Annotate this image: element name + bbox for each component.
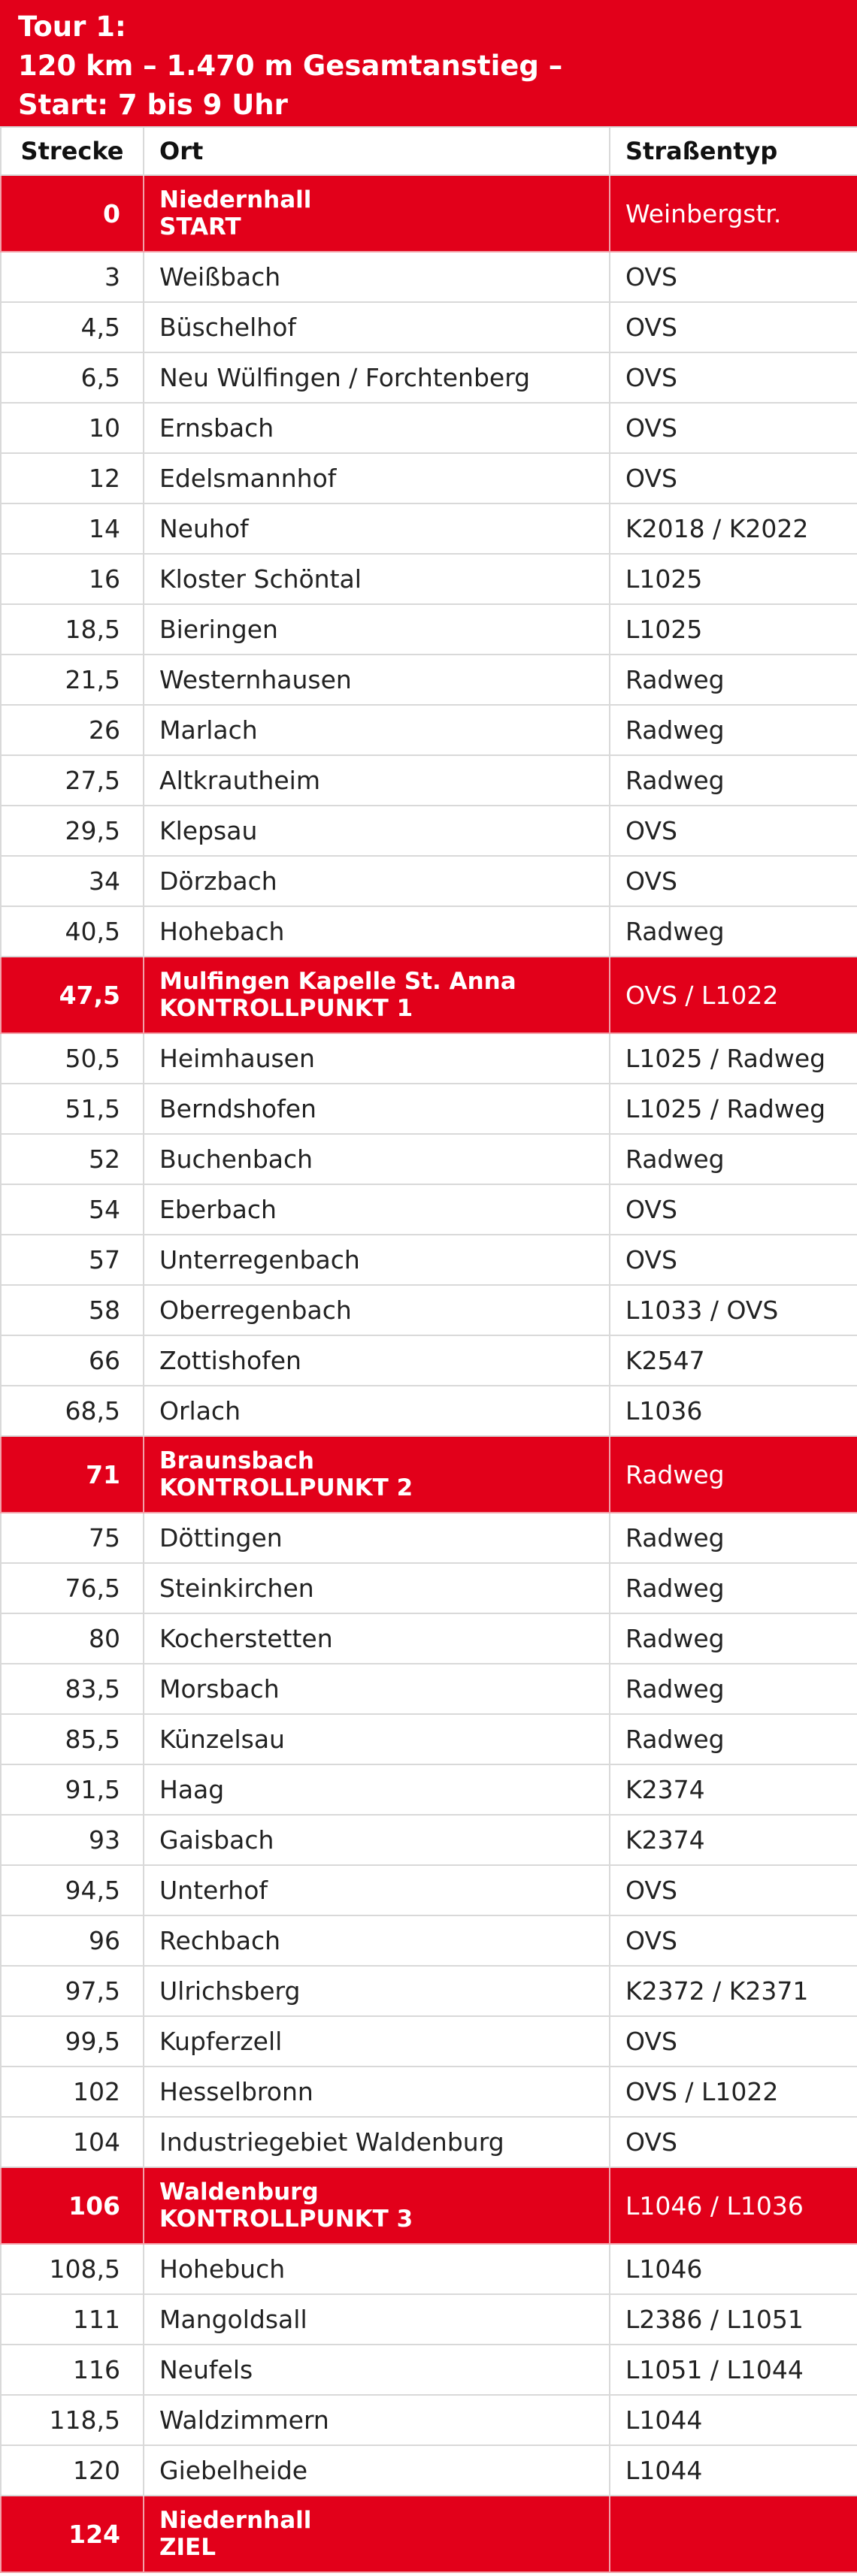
place-cell: Ulrichsberg bbox=[144, 1966, 610, 2016]
place-cell: Industriegebiet Waldenburg bbox=[144, 2117, 610, 2167]
road-type-cell: OVS bbox=[610, 302, 857, 352]
road-type-cell: L1044 bbox=[610, 2395, 857, 2445]
table-row bbox=[1, 2345, 857, 2395]
route-table bbox=[0, 126, 857, 2573]
place-cell: Ernsbach bbox=[144, 403, 610, 453]
place-name: Braunsbach bbox=[159, 1447, 314, 1474]
table-row bbox=[1, 755, 857, 806]
road-type-cell: Radweg bbox=[610, 1436, 857, 1513]
distance-cell: 29,5 bbox=[1, 806, 144, 856]
place-cell: Steinkirchen bbox=[144, 1563, 610, 1613]
place-cell: Orlach bbox=[144, 1386, 610, 1436]
table-row bbox=[1, 1033, 857, 1084]
table-row bbox=[1, 1966, 857, 2016]
place-cell: Marlach bbox=[144, 705, 610, 755]
place-name: Mulfingen Kapelle St. Anna bbox=[159, 968, 516, 995]
checkpoint-label: KONTROLLPUNKT 2 bbox=[159, 1474, 413, 1501]
place-cell: Westernhausen bbox=[144, 655, 610, 705]
distance-cell: 14 bbox=[1, 503, 144, 554]
road-type-cell: OVS bbox=[610, 1915, 857, 1966]
distance-cell: 51,5 bbox=[1, 1084, 144, 1134]
table-row bbox=[1, 705, 857, 755]
checkpoint-row bbox=[1, 2167, 857, 2244]
distance-cell: 104 bbox=[1, 2117, 144, 2167]
checkpoint-row bbox=[1, 957, 857, 1033]
road-type-cell: Weinbergstr. bbox=[610, 175, 857, 252]
distance-cell: 68,5 bbox=[1, 1386, 144, 1436]
table-row bbox=[1, 453, 857, 503]
place-cell: Büschelhof bbox=[144, 302, 610, 352]
distance-cell: 120 bbox=[1, 2445, 144, 2496]
place-cell: Kloster Schöntal bbox=[144, 554, 610, 604]
road-type-cell: OVS bbox=[610, 856, 857, 906]
road-type-cell: OVS / L1022 bbox=[610, 2067, 857, 2117]
distance-cell: 58 bbox=[1, 1285, 144, 1335]
place-cell: Bieringen bbox=[144, 604, 610, 655]
road-type-cell: L1046 bbox=[610, 2244, 857, 2294]
distance-cell: 94,5 bbox=[1, 1865, 144, 1915]
tour-title: Tour 1: bbox=[18, 11, 126, 43]
road-type-cell: L1046 / L1036 bbox=[610, 2167, 857, 2244]
road-type-cell: L1025 bbox=[610, 554, 857, 604]
place-cell: Rechbach bbox=[144, 1915, 610, 1966]
checkpoint-row bbox=[1, 1436, 857, 1513]
distance-cell: 40,5 bbox=[1, 906, 144, 957]
distance-cell: 76,5 bbox=[1, 1563, 144, 1613]
table-row bbox=[1, 2117, 857, 2167]
distance-cell: 108,5 bbox=[1, 2244, 144, 2294]
place-cell: Buchenbach bbox=[144, 1134, 610, 1184]
checkpoint-label: ZIEL bbox=[159, 2534, 216, 2561]
distance-cell: 57 bbox=[1, 1235, 144, 1285]
table-row bbox=[1, 352, 857, 403]
distance-cell: 47,5 bbox=[1, 957, 144, 1033]
distance-cell: 27,5 bbox=[1, 755, 144, 806]
tour-header bbox=[0, 0, 857, 126]
checkpoint-row bbox=[1, 175, 857, 252]
place-cell: Haag bbox=[144, 1764, 610, 1815]
road-type-cell: OVS bbox=[610, 453, 857, 503]
table-row bbox=[1, 2244, 857, 2294]
table-row bbox=[1, 1285, 857, 1335]
table-row bbox=[1, 1563, 857, 1613]
place-cell: Döttingen bbox=[144, 1513, 610, 1563]
distance-cell: 16 bbox=[1, 554, 144, 604]
place-cell: Dörzbach bbox=[144, 856, 610, 906]
road-type-cell: L1033 / OVS bbox=[610, 1285, 857, 1335]
table-row bbox=[1, 2445, 857, 2496]
road-type-cell: Radweg bbox=[610, 1134, 857, 1184]
distance-cell: 18,5 bbox=[1, 604, 144, 655]
place-cell: Altkrautheim bbox=[144, 755, 610, 806]
table-row bbox=[1, 1235, 857, 1285]
road-type-cell: L1025 / Radweg bbox=[610, 1033, 857, 1084]
distance-cell: 96 bbox=[1, 1915, 144, 1966]
place-cell: Künzelsau bbox=[144, 1714, 610, 1764]
checkpoint-label: START bbox=[159, 213, 241, 240]
table-row bbox=[1, 252, 857, 302]
tour-distance-elevation: 120 km – 1.470 m Gesamtanstieg – bbox=[18, 50, 563, 82]
distance-cell: 3 bbox=[1, 252, 144, 302]
column-header-place: Ort bbox=[144, 127, 610, 175]
road-type-cell: L2386 / L1051 bbox=[610, 2294, 857, 2345]
distance-cell: 50,5 bbox=[1, 1033, 144, 1084]
place-cell: Oberregenbach bbox=[144, 1285, 610, 1335]
place-cell: Hohebach bbox=[144, 906, 610, 957]
place-name: Niedernhall bbox=[159, 2507, 312, 2534]
distance-cell: 85,5 bbox=[1, 1714, 144, 1764]
place-cell: Klepsau bbox=[144, 806, 610, 856]
table-row bbox=[1, 655, 857, 705]
road-type-cell: OVS bbox=[610, 403, 857, 453]
place-cell: Heimhausen bbox=[144, 1033, 610, 1084]
place-cell: Unterhof bbox=[144, 1865, 610, 1915]
road-type-cell: Radweg bbox=[610, 1513, 857, 1563]
road-type-cell: Radweg bbox=[610, 1613, 857, 1664]
table-row bbox=[1, 503, 857, 554]
place-cell: Giebelheide bbox=[144, 2445, 610, 2496]
table-row bbox=[1, 1335, 857, 1386]
table-row bbox=[1, 1865, 857, 1915]
place-name: Waldenburg bbox=[159, 2178, 319, 2206]
road-type-cell: OVS bbox=[610, 806, 857, 856]
column-header-road-type: Straßentyp bbox=[610, 127, 857, 175]
road-type-cell: Radweg bbox=[610, 705, 857, 755]
place-cell: Unterregenbach bbox=[144, 1235, 610, 1285]
road-type-cell: OVS bbox=[610, 2117, 857, 2167]
table-row bbox=[1, 1764, 857, 1815]
distance-cell: 75 bbox=[1, 1513, 144, 1563]
road-type-cell: Radweg bbox=[610, 1664, 857, 1714]
distance-cell: 124 bbox=[1, 2496, 144, 2572]
table-row bbox=[1, 604, 857, 655]
distance-cell: 0 bbox=[1, 175, 144, 252]
place-cell: Morsbach bbox=[144, 1664, 610, 1714]
place-cell bbox=[144, 957, 610, 1033]
table-row bbox=[1, 1664, 857, 1714]
table-row bbox=[1, 2294, 857, 2345]
table-row bbox=[1, 906, 857, 957]
place-cell: Hohebuch bbox=[144, 2244, 610, 2294]
road-type-cell: L1036 bbox=[610, 1386, 857, 1436]
road-type-cell: K2018 / K2022 bbox=[610, 503, 857, 554]
distance-cell: 93 bbox=[1, 1815, 144, 1865]
table-row bbox=[1, 1386, 857, 1436]
distance-cell: 54 bbox=[1, 1184, 144, 1235]
distance-cell: 102 bbox=[1, 2067, 144, 2117]
place-cell: Neufels bbox=[144, 2345, 610, 2395]
table-row bbox=[1, 403, 857, 453]
road-type-cell: OVS / L1022 bbox=[610, 957, 857, 1033]
distance-cell: 97,5 bbox=[1, 1966, 144, 2016]
road-type-cell: Radweg bbox=[610, 1714, 857, 1764]
road-type-cell: OVS bbox=[610, 1865, 857, 1915]
place-cell bbox=[144, 175, 610, 252]
table-row bbox=[1, 2067, 857, 2117]
distance-cell: 111 bbox=[1, 2294, 144, 2345]
checkpoint-label: KONTROLLPUNKT 3 bbox=[159, 2206, 413, 2233]
road-type-cell: OVS bbox=[610, 2016, 857, 2067]
road-type-cell: OVS bbox=[610, 1235, 857, 1285]
road-type-cell: L1044 bbox=[610, 2445, 857, 2496]
distance-cell: 80 bbox=[1, 1613, 144, 1664]
place-cell: Waldzimmern bbox=[144, 2395, 610, 2445]
distance-cell: 52 bbox=[1, 1134, 144, 1184]
distance-cell: 118,5 bbox=[1, 2395, 144, 2445]
table-row bbox=[1, 302, 857, 352]
distance-cell: 71 bbox=[1, 1436, 144, 1513]
road-type-cell: Radweg bbox=[610, 1563, 857, 1613]
distance-cell: 99,5 bbox=[1, 2016, 144, 2067]
place-cell bbox=[144, 2167, 610, 2244]
table-row bbox=[1, 2016, 857, 2067]
distance-cell: 83,5 bbox=[1, 1664, 144, 1714]
checkpoint-label: KONTROLLPUNKT 1 bbox=[159, 995, 413, 1022]
table-row bbox=[1, 856, 857, 906]
place-cell bbox=[144, 1436, 610, 1513]
road-type-cell: L1025 bbox=[610, 604, 857, 655]
route-table-body bbox=[1, 175, 857, 2572]
table-row bbox=[1, 1613, 857, 1664]
road-type-cell: L1051 / L1044 bbox=[610, 2345, 857, 2395]
table-row bbox=[1, 1184, 857, 1235]
road-type-cell: K2372 / K2371 bbox=[610, 1966, 857, 2016]
table-row bbox=[1, 1915, 857, 1966]
distance-cell: 10 bbox=[1, 403, 144, 453]
distance-cell: 26 bbox=[1, 705, 144, 755]
table-row bbox=[1, 1134, 857, 1184]
place-cell: Weißbach bbox=[144, 252, 610, 302]
place-cell: Kupferzell bbox=[144, 2016, 610, 2067]
distance-cell: 66 bbox=[1, 1335, 144, 1386]
table-row bbox=[1, 1815, 857, 1865]
place-cell: Mangoldsall bbox=[144, 2294, 610, 2345]
distance-cell: 4,5 bbox=[1, 302, 144, 352]
road-type-cell: OVS bbox=[610, 1184, 857, 1235]
distance-cell: 116 bbox=[1, 2345, 144, 2395]
checkpoint-row bbox=[1, 2496, 857, 2572]
distance-cell: 106 bbox=[1, 2167, 144, 2244]
road-type-cell: Radweg bbox=[610, 655, 857, 705]
table-row bbox=[1, 2395, 857, 2445]
place-cell: Edelsmannhof bbox=[144, 453, 610, 503]
road-type-cell: L1025 / Radweg bbox=[610, 1084, 857, 1134]
distance-cell: 6,5 bbox=[1, 352, 144, 403]
column-header-distance: Strecke bbox=[1, 127, 144, 175]
place-cell: Berndshofen bbox=[144, 1084, 610, 1134]
table-row bbox=[1, 806, 857, 856]
table-row bbox=[1, 1513, 857, 1563]
table-row bbox=[1, 554, 857, 604]
distance-cell: 21,5 bbox=[1, 655, 144, 705]
road-type-cell: K2374 bbox=[610, 1815, 857, 1865]
tour-start-time: Start: 7 bis 9 Uhr bbox=[18, 89, 288, 121]
route-table-header bbox=[1, 127, 857, 175]
distance-cell: 34 bbox=[1, 856, 144, 906]
place-cell: Neu Wülfingen / Forchtenberg bbox=[144, 352, 610, 403]
road-type-cell: K2374 bbox=[610, 1764, 857, 1815]
road-type-cell: Radweg bbox=[610, 755, 857, 806]
place-cell: Gaisbach bbox=[144, 1815, 610, 1865]
place-cell: Zottishofen bbox=[144, 1335, 610, 1386]
road-type-cell: Radweg bbox=[610, 906, 857, 957]
road-type-cell bbox=[610, 2496, 857, 2572]
distance-cell: 12 bbox=[1, 453, 144, 503]
place-cell: Kocherstetten bbox=[144, 1613, 610, 1664]
place-cell bbox=[144, 2496, 610, 2572]
table-row bbox=[1, 1084, 857, 1134]
place-name: Niedernhall bbox=[159, 186, 312, 213]
road-type-cell: OVS bbox=[610, 352, 857, 403]
table-row bbox=[1, 1714, 857, 1764]
place-cell: Hesselbronn bbox=[144, 2067, 610, 2117]
road-type-cell: OVS bbox=[610, 252, 857, 302]
place-cell: Eberbach bbox=[144, 1184, 610, 1235]
place-cell: Neuhof bbox=[144, 503, 610, 554]
road-type-cell: K2547 bbox=[610, 1335, 857, 1386]
distance-cell: 91,5 bbox=[1, 1764, 144, 1815]
